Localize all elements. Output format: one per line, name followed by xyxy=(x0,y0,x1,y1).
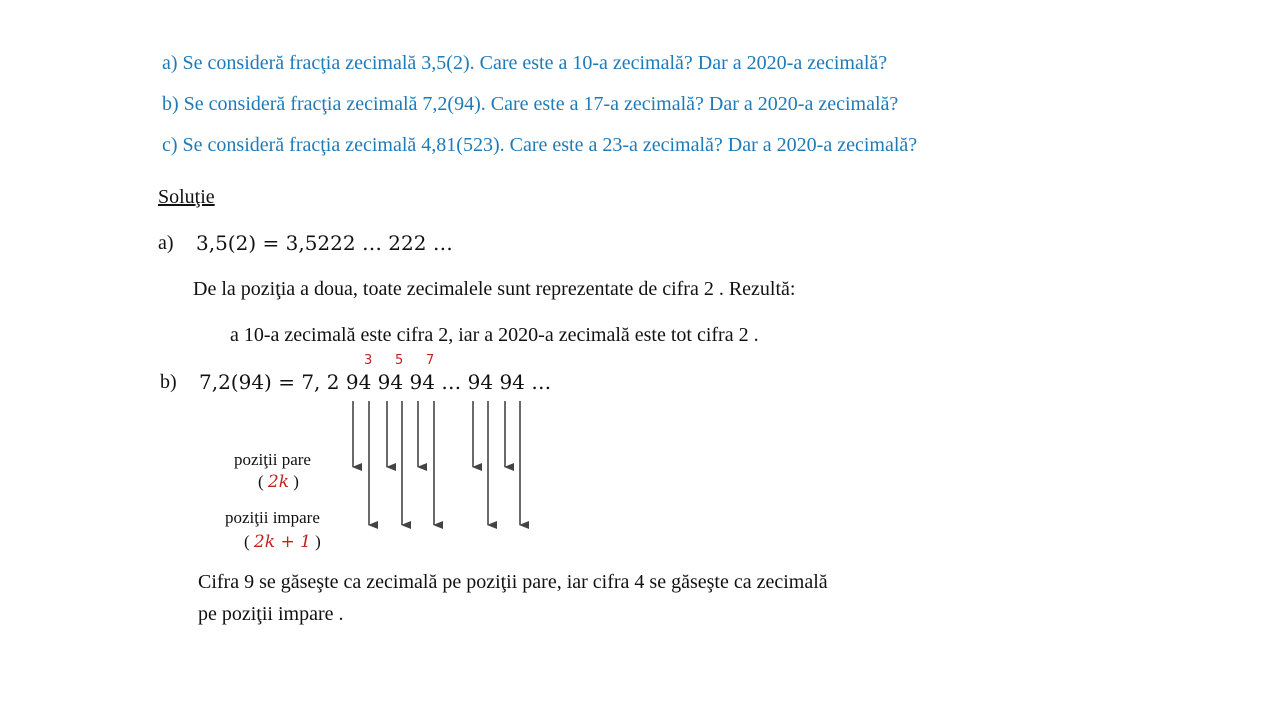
position-mark-3: 3 xyxy=(364,353,373,368)
question-c: c) Se consideră fracţia zecimală 4,81(523). Care este a 23-a zecimală? Dar a 2020-a zecimală? xyxy=(162,134,918,156)
part-b-equation: 7,2(94) = 7, 2 94 94 94 … 94 94 … xyxy=(199,370,552,394)
part-b-conclusion-line2: pe poziţii impare . xyxy=(198,603,344,625)
question-b: b) Se consideră fracţia zecimală 7,2(94). Care este a 17-a zecimală? Dar a 2020-a zecimală? xyxy=(162,93,899,115)
question-a: a) Se consideră fracţia zecimală 3,5(2). Care este a 10-a zecimală? Dar a 2020-a zecimală? xyxy=(162,52,888,74)
part-b-conclusion-line1: Cifra 9 se găseşte ca zecimală pe poziţii pare, iar cifra 4 se găseşte ca zecimală xyxy=(198,571,828,593)
even-positions-label: poziţii pare xyxy=(234,450,311,469)
part-a-explanation: De la poziţia a doua, toate zecimalele sunt reprezentate de cifra 2 . Rezultă: xyxy=(193,278,796,300)
position-mark-7: 7 xyxy=(426,353,435,368)
odd-positions-label: poziţii impare xyxy=(225,508,320,527)
part-a-equation: 3,5(2) = 3,5222 … 222 … xyxy=(196,231,453,255)
position-mark-5: 5 xyxy=(395,353,404,368)
even-positions-formula: ( 2k ) xyxy=(258,472,299,492)
part-b-label: b) xyxy=(160,371,177,393)
part-a-label: a) xyxy=(158,232,174,254)
part-a-result: a 10-a zecimală este cifra 2, iar a 2020-a zecimală este tot cifra 2 . xyxy=(230,324,759,346)
solution-heading: Soluţie xyxy=(158,186,215,208)
odd-positions-formula: ( 2k + 1 ) xyxy=(244,532,321,552)
